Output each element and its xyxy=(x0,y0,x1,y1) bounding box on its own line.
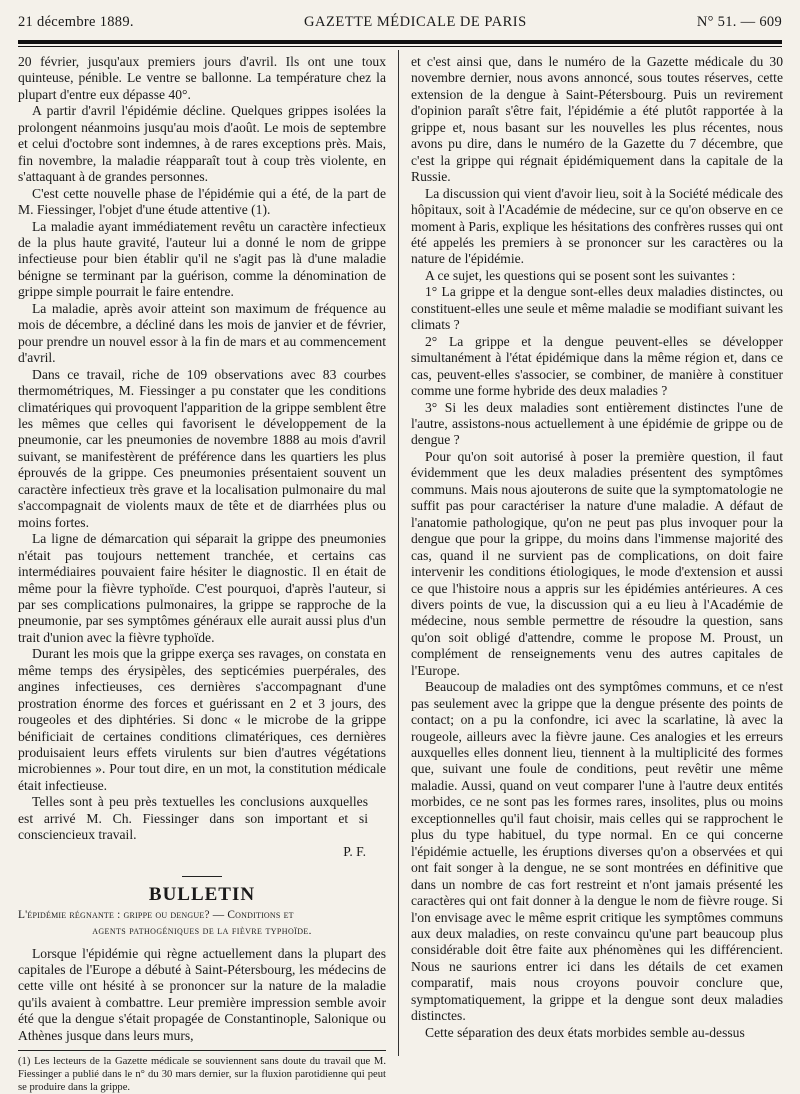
question-1: 1° La grippe et la dengue sont-elles deux maladies distinctes, ou constituent-elles une seule et même maladie se modifiant suivant les climats ? xyxy=(411,284,783,333)
left-paragraph-4: La maladie ayant immédiatement revêtu un caractère infectieux de la plus haute gravité, l'auteur lui a donné le nom de grippe infectieuse pour bien établir qu'il ne s'agit pas là d'une maladie bénigne se terminant par la guérison, comme la dénomination de grippe simple pourrait le faire entendre. xyxy=(18,218,386,300)
right-paragraph-3: A ce sujet, les questions qui se posent sont les suivantes : xyxy=(425,267,736,283)
bulletin-subtitle-line-1: L'épidémie régnante : grippe ou dengue? — Conditions et xyxy=(18,908,294,921)
header-date: 21 décembre 1889. xyxy=(18,14,134,30)
right-paragraph-2: La discussion qui vient d'avoir lieu, soit à la Société médicale des hôpitaux, soit à l'Académie de médecine, sur ce qu'on observe en ce moment à Paris, explique les hésitations des confrères russes qui ont été appelés les premiers à se prononcer sur les caractères ou la nature de l'épidémie. xyxy=(411,185,783,267)
left-paragraph-5: La maladie, après avoir atteint son maximum de fréquence au mois de décembre, a décliné dans les mois de janvier et de février, pour prendre un nouvel essor à la fin de mars et au commencement d'avril. xyxy=(18,300,386,366)
header-rule-thin xyxy=(18,46,782,47)
bulletin-title: BULLETIN xyxy=(148,884,256,906)
header-rule-thick xyxy=(18,40,782,44)
left-paragraph-3: C'est cette nouvelle phase de l'épidémie qui a été, de la part de M. Fiessinger, l'objet d'une étude attentive (1). xyxy=(18,185,386,218)
section-separator xyxy=(182,876,222,877)
author-signature: P. F. xyxy=(343,843,366,859)
left-paragraph-7: La ligne de démarcation qui séparait la grippe des pneumonies n'était pas toujours nettement tranchée, et certains cas intermédiaires pouvaient faire hésiter le diagnostic. Il en était de même pour la fièvre typhoïde. C'est pourquoi, d'après l'auteur, si par ses complications pulmonaires, la grippe se rapproche de la pneumonie, par ses symptômes généraux elle aurait aussi plus d'un trait d'union avec la fièvre typhoïde. xyxy=(18,531,386,645)
running-header xyxy=(18,14,782,36)
left-paragraph-9-text: Telles sont à peu près textuelles les conclusions auxquelles est arrivé M. Ch. Fiessinger dans son important et si consciencieux travail. xyxy=(18,794,368,843)
right-paragraph-1: et c'est ainsi que, dans le numéro de la Gazette médicale du 30 novembre dernier, nous avons annoncé, sous toutes réserves, cette extension de la dengue à Saint-Pétersbourg. Puis un revirement d'opinion paraît s'être fait, l'épidémie a été plutôt rapportée à la grippe et, nous basant sur les nouvelles les plus récentes, nous avons pu dire, dans le numéro de la Gazette du 7 décembre, que c'est la grippe qui régnait épidémiquement dans la capitale de la Russie. xyxy=(411,54,783,185)
column-divider xyxy=(398,50,399,1056)
left-paragraph-9 xyxy=(18,794,386,843)
left-paragraph-2: A partir d'avril l'épidémie décline. Quelques grippes isolées la prolongent néanmoins jusqu'au mois d'août. Le mois de septembre et celui d'octobre sont indemnes, à de rares exceptions près. Mais, fin novembre, la maladie réapparaît tout à coup très violente, en s'attaquant à de grandes personnes. xyxy=(18,103,386,185)
footnote: (1) Les lecteurs de la Gazette médicale se souviennent sans doute du travail que M. Fiessinger a publié dans le n° du 30 mars dernier, sur la fluxion parotidienne qui peut se produire dans la grippe. xyxy=(18,1056,386,1094)
left-paragraph-6: Dans ce travail, riche de 109 observations avec 83 courbes thermométriques, M. Fiessinger a pu constater que les conditions climatériques qui provoquent l'apparition de la grippe semblent être les mêmes que celles qui favorisent le développement de la pneumonie, car les pneumonies de novembre 1888 au mois d'avril suivant, se manifestèrent de préférence dans les quartiers les plus éprouvés de la grippe. Ces pneumonies présentaient souvent un caractère infectieux très grave et la localisation pulmonaire du mal s'accompagnait de violents maux de tête et de diarrhées plus ou moins fortes. xyxy=(18,366,386,530)
left-column xyxy=(18,54,386,1094)
right-paragraph-4: Pour qu'on soit autorisé à poser la première question, il faut évidemment que les deux maladies présentent des symptômes communs. Mais nous ajouterons de suite que la symptomatologie ne suffit pas pour caractériser la nature d'une maladie. A défaut de l'anatomie pathologique, qu'on ne peut pas plus invoquer pour la dengue que pour la grippe, du moins dans l'immense majorité des cas, quand il ne survient pas de complications, on doit faire intervenir les conditions étiologiques, le mode d'extension et aussi ce que l'histoire nous a appris sur les épidémies antérieures. A ces divers points de vue, la discussion qui a eu lieu à l'Académie de médecine, nous semble permettre de résoudre la question, sans qu'on soit obligé d'attendre, comme le propose M. Proust, un complément de renseignements venu des autres capitales de l'Europe. xyxy=(411,448,783,678)
question-3: 3° Si les deux maladies sont entièrement distinctes l'une de l'autre, assistons-nous actuellement à une épidémie de grippe ou de dengue ? xyxy=(411,399,783,448)
footnote-rule xyxy=(18,1050,386,1051)
header-issue-page: N° 51. — 609 xyxy=(696,14,782,30)
header-journal-title: GAZETTE MÉDICALE DE PARIS xyxy=(304,14,527,30)
right-paragraph-5: Beaucoup de maladies ont des symptômes communs, et ce n'est pas seulement avec la grippe que la dengue présente des points de contact; on a pu la confondre, ici avec la scarlatine, là avec la rougeole, ailleurs avec la fièvre jaune. Ces analogies et les erreurs auxquelles elles donnent lieu, tiennent à la multiplicité des formes que, suivant une foule de conditions, peut revêtir une même maladie. Aussi, quand on veut comparer l'une à l'autre deux entités morbides, ce ne sont pas les formes rares, insolites, plus ou moins exceptionnelles qu'il faut choisir, mais celles qui se rapprochent le plus du type habituel, du type normal. En ce qui concerne l'épidémie actuelle, les éruptions diverses qu'on a observées et qui ont fait songer à la dengue, ne se sont montrées en définitive que dans un nombre de cas fort restreint et n'ont jamais présenté les caractères qui ont fait donner à la dengue le nom de fièvre rouge. Si l'on envisage avec le même esprit critique les symptômes communs aux deux maladies, on reste convaincu qu'une part beaucoup plus considérable doit être faite aux phénomènes qui les différencient. Nous ne saurions entrer ici dans les détails de cet examen comparatif, mais nous croyons pouvoir conclure que, symptomatiquement, la grippe et la dengue sont deux maladies distinctes. xyxy=(411,679,783,1024)
bulletin-paragraph-1: Lorsque l'épidémie qui règne actuellement dans la plupart des capitales de l'Europe a débuté à Saint-Pétersbourg, les médecins de cette ville ont hésité à se prononcer sur la nature de la maladie qu'ils avaient à combattre. Leur première impression semble avoir été que la dengue s'était propagée de Constantinople, Salonique ou Athènes jusque dans leurs murs, xyxy=(18,945,386,1043)
question-2: 2° La grippe et la dengue peuvent-elles se développer simultanément à l'état épidémique dans la même région et, dans ce cas, peuvent-elles s'associer, se combiner, de manière à constituer comme une forme hybride des deux maladies ? xyxy=(411,333,783,399)
left-paragraph-8: Durant les mois que la grippe exerça ses ravages, on constata en même temps des érysipèles, des septicémies puerpérales, des angines infectieuses, ces dernières s'accompagnant d'une prostration énorme des forces et guérissant en 2 et 3 jours, des rougeoles et des diphtéries. Si donc « le microbe de la grippe bénificiait de certaines conditions climatériques, ces dernières produisaient leurs effets virulents sur bien d'autres végétations microbiennes ». Pour tout dire, en un mot, la constitution médicale était infectieuse. xyxy=(18,646,386,793)
bulletin-subtitle-line-2: agents pathogéniques de la fièvre typhoïde. xyxy=(92,925,312,938)
right-paragraph-6: Cette séparation des deux états morbides semble au-dessus xyxy=(425,1024,745,1040)
left-paragraph-1: 20 février, jusqu'aux premiers jours d'avril. Ils ont une toux quinteuse, pénible. Le ventre se ballonne. La température chez la plupart d'entre eux dépasse 40°. xyxy=(18,54,386,102)
right-column xyxy=(411,54,783,1041)
